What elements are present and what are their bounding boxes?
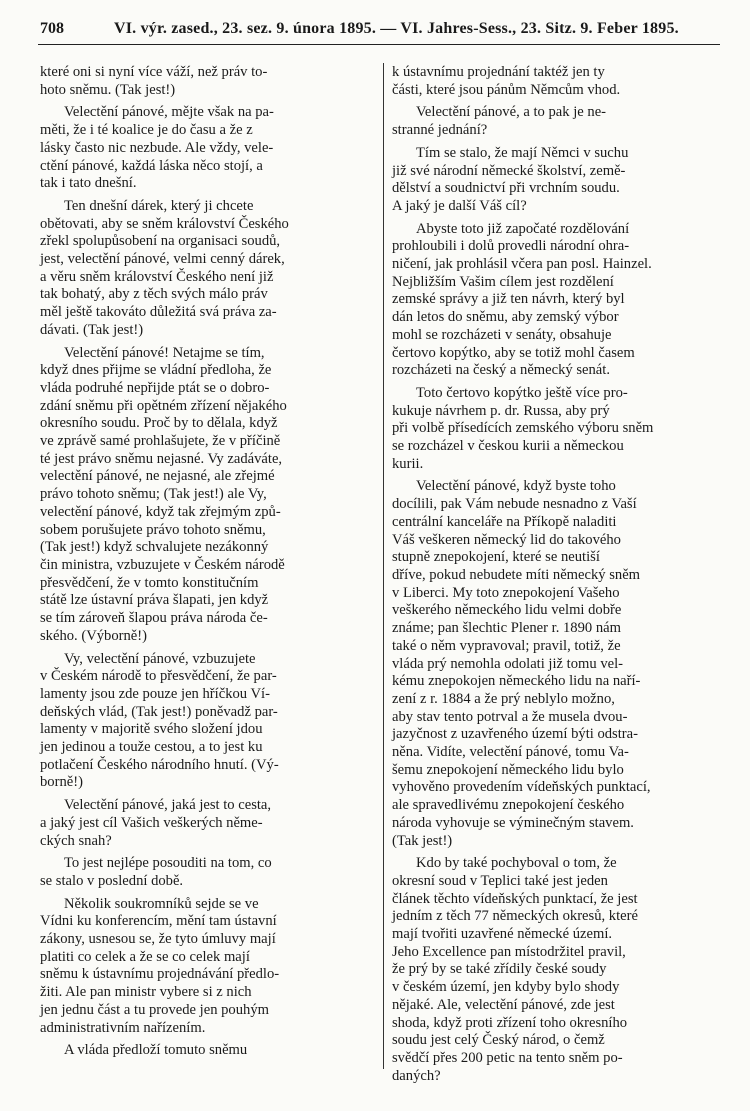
text-line: To jest nejlépe posouditi na tom, co (64, 855, 272, 872)
page-number: 708 (40, 20, 64, 37)
text-line: části, které jsou pánům Němcům vhod. (392, 81, 621, 98)
text-line: Jeho Excellence pan místodržitel pravil, (392, 943, 626, 960)
text-line: a věru sněm království Českého není již (40, 268, 274, 285)
text-line: přesvědčení, že v tomto konstitučním (40, 574, 259, 591)
text-line: již své národní německé školství, země- (392, 162, 626, 179)
text-line: lásky často nic nezbude. Ale vždy, vele- (40, 139, 274, 156)
text-line: ale spravedlivému znepokojení českého (392, 797, 625, 814)
text-line: borně!) (40, 774, 83, 791)
text-line: jen jednu část a tu provede jen pouhým (40, 1001, 269, 1018)
text-line: známe; pan šlechtic Plener r. 1890 nám (392, 620, 621, 637)
text-line: té jest právo sněmu nejasné. Vy zadáváte, (40, 450, 283, 467)
text-line: národa vyhovuje se výminečným stavem. (392, 814, 634, 831)
text-line: zákony, usnesou se, že tyto úmluvy mají (40, 931, 276, 948)
text-line: Velectění pánové, jaká jest to cesta, (64, 797, 272, 814)
paragraph (392, 478, 718, 850)
text-line: jazyčnost z uzavřeného území býti odstra- (392, 726, 638, 743)
left-column (40, 64, 364, 1065)
text-line: jedním z těch 77 německých okresů, které (392, 908, 638, 925)
text-line: daných? (392, 1067, 441, 1084)
text-line: dávati. (Tak jest!) (40, 321, 144, 338)
text-line: při volbě přísedících zemského výboru sněm (392, 420, 654, 437)
text-line: shoda, když proti zřízení toho okresního (392, 1014, 628, 1031)
text-line: že prý by se také zřídily české soudy (392, 961, 607, 978)
text-line: rozcházeti na český a německý senát. (392, 362, 610, 379)
text-line: centrální kanceláře na Příkopě naladiti (392, 513, 617, 530)
text-line: svědčí přes 200 petic na tento sněm po- (392, 1049, 623, 1066)
text-line: zdání sněmu při opětném zřízení nějakého (40, 397, 287, 414)
text-line: Velectění pánové, mějte však na pa- (64, 104, 274, 121)
text-line: které oni si nyní více váží, než práv to- (40, 64, 268, 80)
text-line: Kdo by také pochyboval o tom, že (416, 855, 617, 872)
text-line: potlačení Českého národního hnutí. (Vý- (40, 756, 279, 773)
paragraph (392, 104, 718, 139)
text-line: Velectění pánové, a to pak je ne- (416, 104, 607, 121)
text-line: dán letos do sněmu, aby zemský výbor (392, 309, 619, 326)
text-line: článek těchto vídeňských punktací, že jest (392, 890, 638, 907)
text-line: dříve, pokud nebudete míti německý sněm (392, 566, 641, 583)
paragraph (392, 145, 718, 216)
text-line: deňských vlád, (Tak jest!) poněvadž par- (40, 703, 278, 720)
text-line: okresní soud v Teplici také jest jeden (392, 872, 608, 889)
paragraph (40, 896, 364, 1038)
column-divider (383, 63, 384, 1069)
header-rule (38, 44, 720, 45)
text-line: obětovati, aby se sněm království Českého (40, 215, 289, 232)
text-line: A jaký je další Váš cíl? (392, 197, 527, 214)
text-line: vláda podruhé nepřijde ptát se o dobro- (40, 379, 270, 396)
text-line: zemské správy a již ten návrh, který byl (392, 291, 625, 308)
text-line: zřekl spolupůsobení na organisaci soudů, (40, 233, 281, 250)
paragraph (40, 1042, 364, 1060)
text-line: ctění pánové, každá láska něco stojí, a (40, 157, 263, 174)
text-line: tak i tato dnešní. (40, 175, 137, 192)
text-line: čin ministra, vzbuzujete v Českém národě (40, 556, 285, 573)
text-line: měti, že i té koalice je do času a že z (40, 122, 253, 139)
text-line: Velectění pánové! Netajme se tím, (64, 344, 265, 361)
text-line: velectění pánové, ne nejasné, ale zřejmé (40, 468, 275, 485)
text-line: k ústavnímu projednání taktéž jen ty (392, 64, 605, 80)
paragraph (392, 385, 718, 474)
text-line: aby stav tento potrval a že musela dvou- (392, 708, 628, 725)
text-line: nějaké. Ale, velectění pánové, zde jest (392, 996, 615, 1013)
text-line: vyhověno provedením vídeňských punktací, (392, 779, 651, 796)
text-line: okresního soudu. Proč by to dělala, když (40, 415, 278, 432)
text-line: Několik soukromníků sejde se ve (64, 895, 259, 912)
right-column (392, 64, 718, 1090)
text-line: kému znepokojen německého lidu na naří- (392, 673, 641, 690)
text-line: něna. Vidíte, velectění pánové, tomu Va- (392, 744, 629, 761)
paragraph (40, 651, 364, 793)
text-line: hoto sněmu. (Tak jest!) (40, 81, 176, 98)
text-line: se rozcházel v českou kurii a německou (392, 438, 624, 455)
paragraph (40, 198, 364, 340)
text-line: kukuje návrhem p. dr. Russa, aby prý (392, 402, 610, 419)
paragraph (40, 345, 364, 646)
paragraph (40, 855, 364, 890)
text-line: lamenty v majoritě svého složení jdou (40, 721, 263, 738)
text-line: docílili, pak Vám nebude nesnadno z Vaší (392, 496, 637, 513)
text-line: platiti co celek a že se co celek mají (40, 948, 250, 965)
text-line: A vláda předloží tomuto sněmu (64, 1042, 248, 1059)
paragraph (392, 221, 718, 380)
text-line: Abyste toto již započaté rozdělování (416, 220, 630, 237)
text-line: velectění pánové, když tak zřejmým způ- (40, 503, 281, 520)
page-header (30, 20, 720, 46)
text-line: měl ještě takováto důležitá svá práva za- (40, 304, 277, 321)
text-line: stranné jednání? (392, 122, 488, 139)
paragraph (392, 64, 718, 99)
running-title: VI. výr. zased., 23. sez. 9. února 1895. — VI. Jahres-Sess., 23. Sitz. 9. Feber 1895. (114, 20, 679, 37)
text-line: v českém území, jen kdyby bylo shody (392, 979, 620, 996)
text-line: ničení, jak prohlásil včera pan posl. Hainzel. (392, 256, 652, 273)
paragraph (40, 104, 364, 193)
text-line: státě lze ústavní práva šlapati, jen když (40, 592, 269, 609)
text-line: lamenty jsou zde pouze jen hříčkou Ví- (40, 685, 270, 702)
text-line: šemu znepokojení německého lidu bylo (392, 761, 624, 778)
text-line: ského. (Výborně!) (40, 627, 147, 644)
text-line: jest, velectění pánové, velmi cenný dárek, (40, 251, 285, 268)
text-line: jen jedinou a touže cestou, a to jest ku (40, 739, 263, 756)
paragraph (40, 64, 364, 99)
text-line: se stalo v poslední době. (40, 872, 184, 889)
text-line: sobem porušujete právo tohoto sněmu, (40, 521, 266, 538)
text-line: prohloubili i dolů provedli národní ohra- (392, 238, 630, 255)
text-line: žiti. Ale pan ministr vybere si z nich (40, 984, 252, 1001)
text-line: čertovo kopýtko, aby se totiž mohl časem (392, 344, 635, 361)
text-line: administrativním nařízením. (40, 1019, 206, 1036)
text-line: také o něm vypravoval; pravil, totiž, že (392, 637, 621, 654)
text-line: se tím zároveň šlapou práva národa če- (40, 610, 268, 627)
text-line: v Liberci. My toto znepokojení Vašeho (392, 584, 620, 601)
text-line: právo tohoto sněmu; (Tak jest!) ale Vy, (40, 486, 267, 503)
paragraph (392, 855, 718, 1085)
text-line: Vy, velectění pánové, vzbuzujete (64, 650, 256, 667)
text-line: kurii. (392, 455, 424, 472)
text-line: Váš veškeren německý lid do takového (392, 531, 621, 548)
text-line: mohl se rozcházeti v senáty, obsahuje (392, 326, 612, 343)
text-line: (Tak jest!) když schvalujete nezákonný (40, 539, 269, 556)
text-line: ckých snah? (40, 832, 112, 849)
text-line: Ten dnešní dárek, který ji chcete (64, 197, 254, 214)
text-line: stupně znepokojení, které se neutiší (392, 549, 600, 566)
text-line: soudu jest celý Český národ, o čemž (392, 1032, 605, 1049)
text-line: tak bohatý, aby z těch svých málo práv (40, 286, 268, 303)
text-line: dělství a soudnictví při vrchním soudu. (392, 180, 620, 197)
text-line: ve zprávě samé prohlašujete, že v příčině (40, 433, 281, 450)
text-line: a jaký jest cíl Vašich veškerých něme- (40, 814, 263, 831)
text-line: Velectění pánové, když byste toho (416, 478, 616, 495)
text-line: vláda prý nemohla odolati již tomu vel- (392, 655, 624, 672)
text-line: když dnes přijme se vládní předloha, že (40, 362, 272, 379)
text-line: v Českém národě to přesvědčení, že par- (40, 668, 277, 685)
text-line: Nejbližším Vašim cílem jest rozdělení (392, 273, 614, 290)
text-line: Tím se stalo, že mají Němci v suchu (416, 144, 629, 161)
text-line: Toto čertovo kopýtko ještě více pro- (416, 384, 628, 401)
text-line: mají tvořiti uzavřené německé území. (392, 926, 613, 943)
paragraph (40, 797, 364, 850)
text-line: zení z r. 1884 a že prý neblylo možno, (392, 690, 615, 707)
text-line: Vídni ku konferencím, mění tam ústavní (40, 913, 277, 930)
text-line: veškerého německého lidu velmi dobře (392, 602, 622, 619)
text-line: (Tak jest!) (392, 832, 453, 849)
text-line: sněmu k ústavnímu projednávání předlo- (40, 966, 280, 983)
